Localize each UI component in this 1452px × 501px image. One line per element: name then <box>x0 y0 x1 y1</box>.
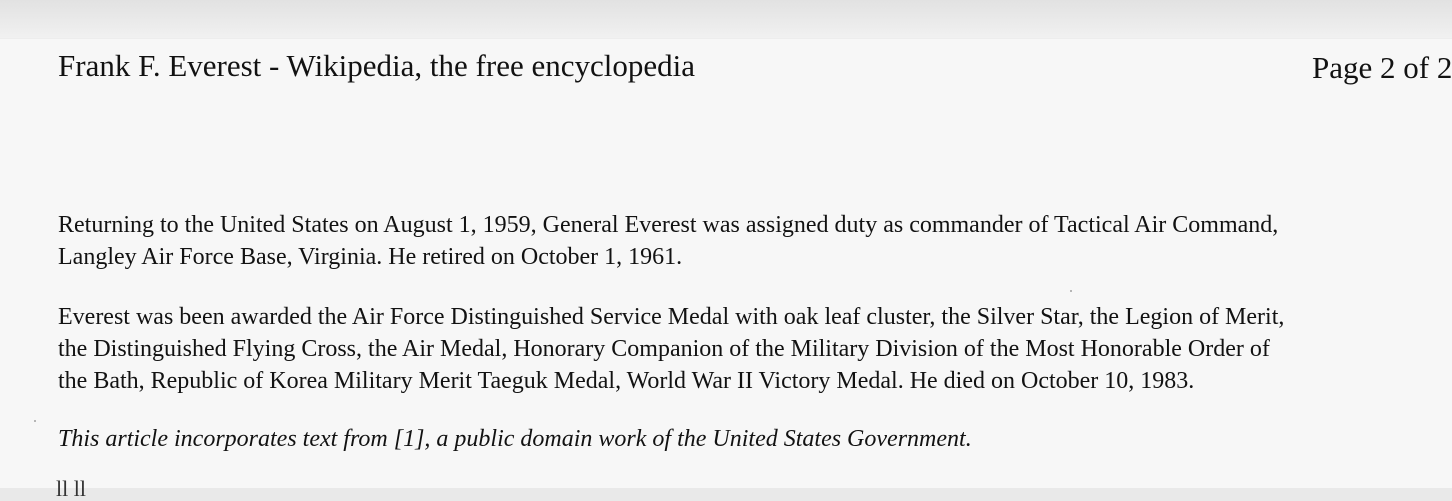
paragraph-line: Langley Air Force Base, Virginia. He retired on October 1, 1961. <box>58 244 683 270</box>
paragraph-line: Returning to the United States on August 1, 1959, General Everest was assigned duty as commander of Tactical Air Command, <box>58 212 1279 238</box>
page-number: Page 2 of 2 <box>1312 50 1452 85</box>
paragraph-line: the Bath, Republic of Korea Military Merit Taeguk Medal, World War II Victory Medal. He died on October 10, 1983. <box>58 368 1195 394</box>
scan-border <box>0 0 1452 38</box>
paragraph-return-and-retirement <box>58 209 1278 273</box>
scan-speck <box>1070 290 1072 292</box>
scan-speck <box>34 420 36 422</box>
paragraph-line: the Distinguished Flying Cross, the Air Medal, Honorary Companion of the Military Division of the Most Honorable Order of <box>58 336 1270 362</box>
attribution-note: This article incorporates text from [1], a public domain work of the United States Government. <box>58 426 972 452</box>
cut-off-text: ll ll <box>56 476 86 501</box>
page-title: Frank F. Everest - Wikipedia, the free encyclopedia <box>58 48 695 83</box>
paragraph-line: Everest was been awarded the Air Force Distinguished Service Medal with oak leaf cluster, the Silver Star, the Legion of Merit, <box>58 304 1285 330</box>
paragraph-awards <box>58 301 1284 397</box>
